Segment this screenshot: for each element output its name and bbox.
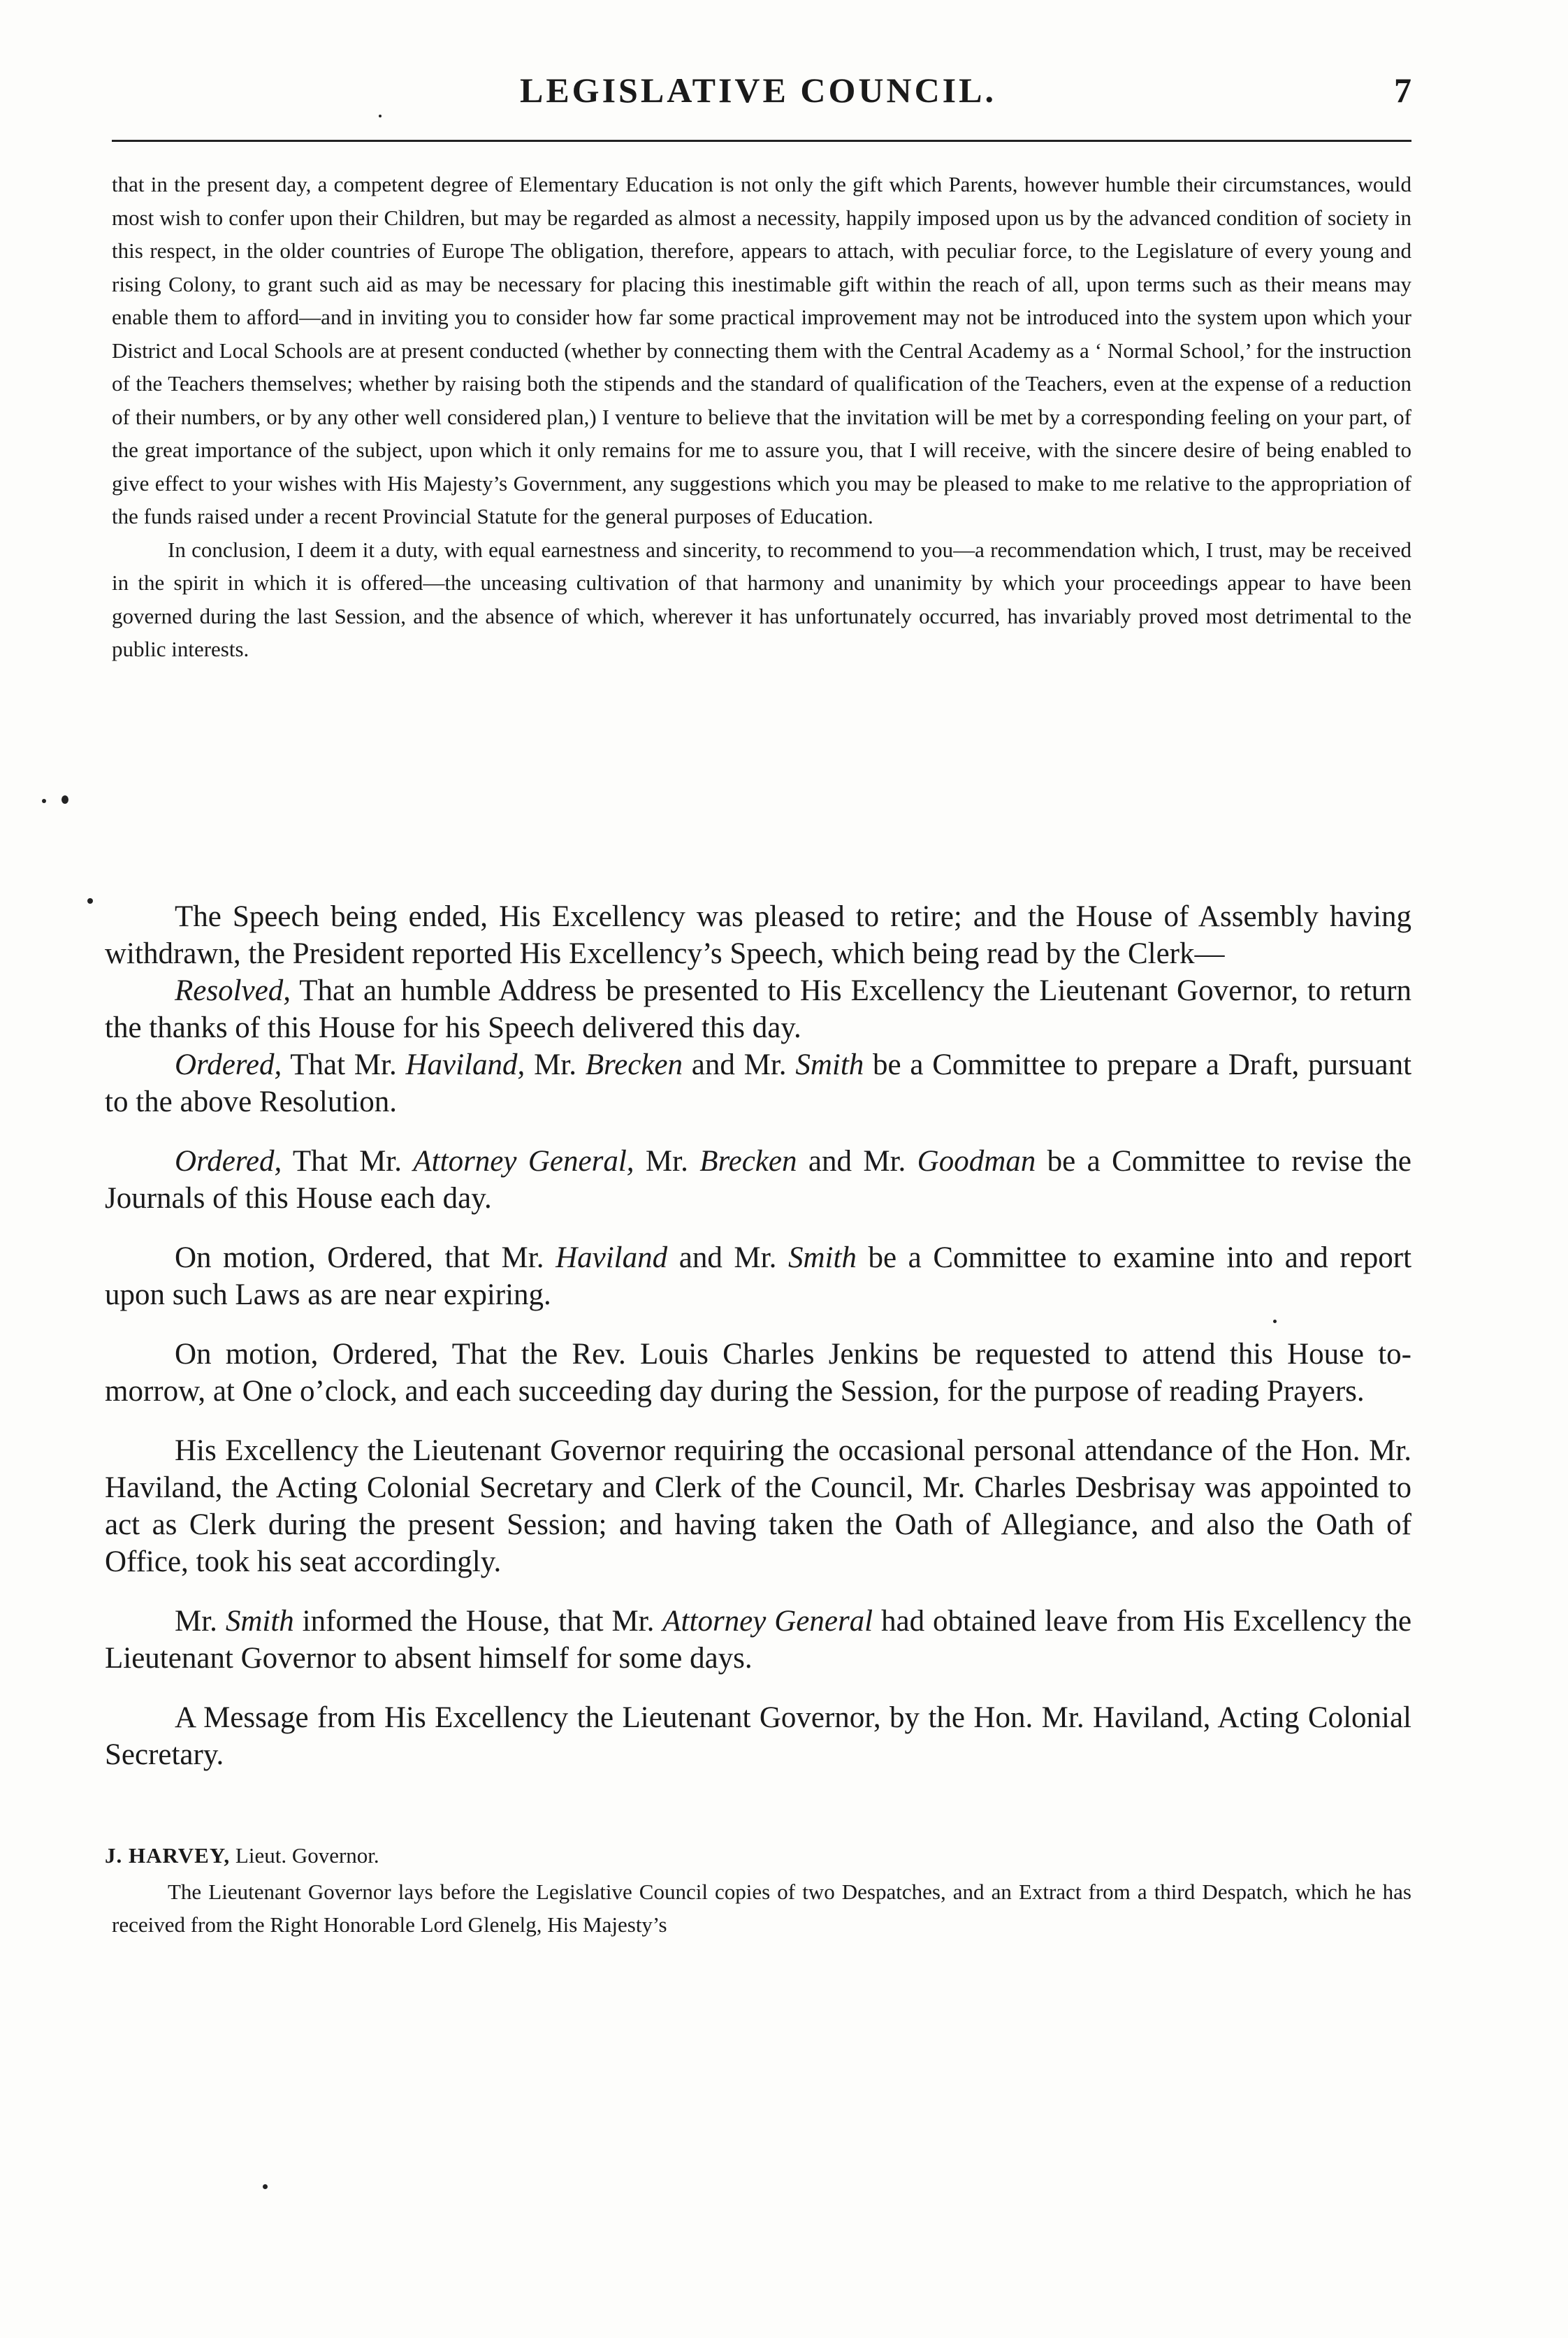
speech-paragraph-conclusion: In conclusion, I deem it a duty, with equal earnestness and sincerity, to recommend to you—a recommendation which, I trust, may be received in the spirit in which it is offered—the unceasing cultivation of that harmony and unanimity by which your proceedings appear to have been governed during the last Session, and the absence of which, wherever it has unfortunately occurred, has invariably proved most detrimental to the public interests. — [112, 537, 1411, 661]
attorney-leave-paragraph — [105, 1603, 1411, 1677]
ordered-text: and Mr. — [808, 1145, 906, 1178]
motion-prayers: On motion, Ordered, That the Rev. Louis Charles Jenkins be requested to attend this House to-morrow, at One o’clock, and each succeeding day during the Session, for the purpose of reading Prayers. — [105, 1338, 1411, 1408]
ordered-address-committee — [105, 1046, 1411, 1120]
resolved-label: Resolved, — [175, 974, 291, 1007]
member-name: Brecken — [585, 1048, 683, 1081]
page-number: 7 — [1394, 71, 1411, 110]
member-name: Attorney General, — [413, 1145, 634, 1178]
ordered-text: Mr. — [534, 1048, 576, 1081]
despatch-paragraph: The Lieutenant Governor lays before the Legislative Council copies of two Despatches, and an Extract from a third Despatch, which he has received from the Right Honorable Lord Glenelg, His Majesty’s — [112, 1879, 1411, 1937]
header-rule — [112, 140, 1411, 142]
ink-speck — [1273, 1320, 1277, 1323]
ordered-text: and Mr. — [691, 1048, 787, 1081]
member-name: Brecken — [699, 1145, 797, 1178]
member-name: Attorney General — [662, 1605, 873, 1638]
governor-title: Lieut. Governor. — [235, 1843, 379, 1868]
member-name: Smith — [225, 1605, 294, 1638]
resolved-text: That an humble Address be presented to His Excellency the Lieutenant Governor, to return the thanks of this House for his Speech delivered this day. — [105, 974, 1411, 1044]
page-header — [105, 70, 1411, 119]
ordered-text: That Mr. — [290, 1048, 397, 1081]
motion-text: be a Committee to examine into and report upon such Laws as are near expiring. — [105, 1241, 1412, 1311]
member-name: Goodman — [917, 1145, 1036, 1178]
ordered-journals-committee — [105, 1143, 1411, 1217]
member-name: Smith — [795, 1048, 864, 1081]
leave-text: informed the House, that Mr. — [302, 1605, 655, 1638]
motion-text: and Mr. — [678, 1241, 777, 1274]
ordered-text: Mr. — [645, 1145, 688, 1178]
speech-continuation — [112, 168, 1411, 666]
ink-speck — [61, 795, 68, 804]
ordered-text: be a Committee to prepare a Draft, pursuant to the above Resolution. — [105, 1048, 1412, 1118]
clerk-appointment-paragraph: His Excellency the Lieutenant Governor requiring the occasional personal attendance of the Hon. Mr. Haviland, the Acting Colonial Secretary and Clerk of the Council, Mr. Charles Desbrisay was appointed to act as Clerk during the present Session; and having taken the Oath of Allegiance, and also the Oath of Office, took his seat accordingly. — [105, 1434, 1411, 1578]
ink-speck — [42, 799, 46, 803]
signature-line — [105, 1842, 379, 1870]
council-proceedings — [105, 898, 1411, 1773]
message-paragraph: A Message from His Excellency the Lieutenant Governor, by the Hon. Mr. Haviland, Acting Colonial Secretary. — [105, 1701, 1411, 1771]
ordered-text: That Mr. — [292, 1145, 402, 1178]
leave-text: had obtained leave from His Excellency the Lieutenant Governor to absent himself for some days. — [105, 1605, 1412, 1675]
speech-ended-paragraph: The Speech being ended, His Excellency was pleased to retire; and the House of Assembly having withdrawn, the President reported His Excellency’s Speech, which being read by the Clerk— — [105, 900, 1411, 970]
ordered-label: Ordered, — [175, 1145, 282, 1178]
speech-paragraph-education: that in the present day, a competent degree of Elementary Education is not only the gift which Parents, however humble their circumstances, would most wish to confer upon their Children, but may be regarded as almost a necessity, happily imposed upon us by the advanced condition of society in this respect, in the older countries of Europe The obligation, therefore, appears to attach, with peculiar force, to the Legislature of every young and rising Colony, to grant such aid as may be necessary for placing this inestimable gift within the reach of all, upon terms such as their means may enable them to afford—and in inviting you to consider how far some practical improvement may not be introduced into the system upon which your District and Local Schools are at present conducted (whether by connecting them with the Central Academy as a ‘ Normal School,’ for the instruction of the Teachers themselves; whether by raising both the stipends and the standard of qualification of the Teachers, even at the expense of a reduction of their numbers, or by any other well considered plan,) I venture to believe that the invitation will be met by a corresponding feeling on your part, of the great importance of the subject, upon which it only remains for me to assure you, that I will receive, with the sincere desire of being enabled to give effect to your wishes with His Majesty’s Government, any suggestions which you may be pleased to make to me relative to the appropriation of the funds raised under a recent Provincial Statute for the general purposes of Education. — [112, 172, 1411, 528]
ink-speck — [87, 898, 93, 904]
member-name: Smith — [787, 1241, 857, 1274]
member-name: Haviland, — [405, 1048, 525, 1081]
ordered-label: Ordered, — [175, 1048, 282, 1081]
ordered-text: be a Committee to revise the Journals of this House each day. — [105, 1145, 1412, 1215]
despatch-message — [112, 1875, 1411, 1941]
running-title: LEGISLATIVE COUNCIL. — [519, 71, 996, 110]
governor-signature: J. HARVEY, — [105, 1843, 231, 1868]
ink-speck — [379, 115, 382, 117]
member-name: Haviland — [556, 1241, 668, 1274]
leave-text: Mr. — [175, 1605, 217, 1638]
motion-laws-committee — [105, 1239, 1411, 1313]
resolved-paragraph — [105, 972, 1411, 1046]
ink-speck — [263, 2184, 268, 2189]
motion-text: On motion, Ordered, that Mr. — [175, 1241, 544, 1274]
